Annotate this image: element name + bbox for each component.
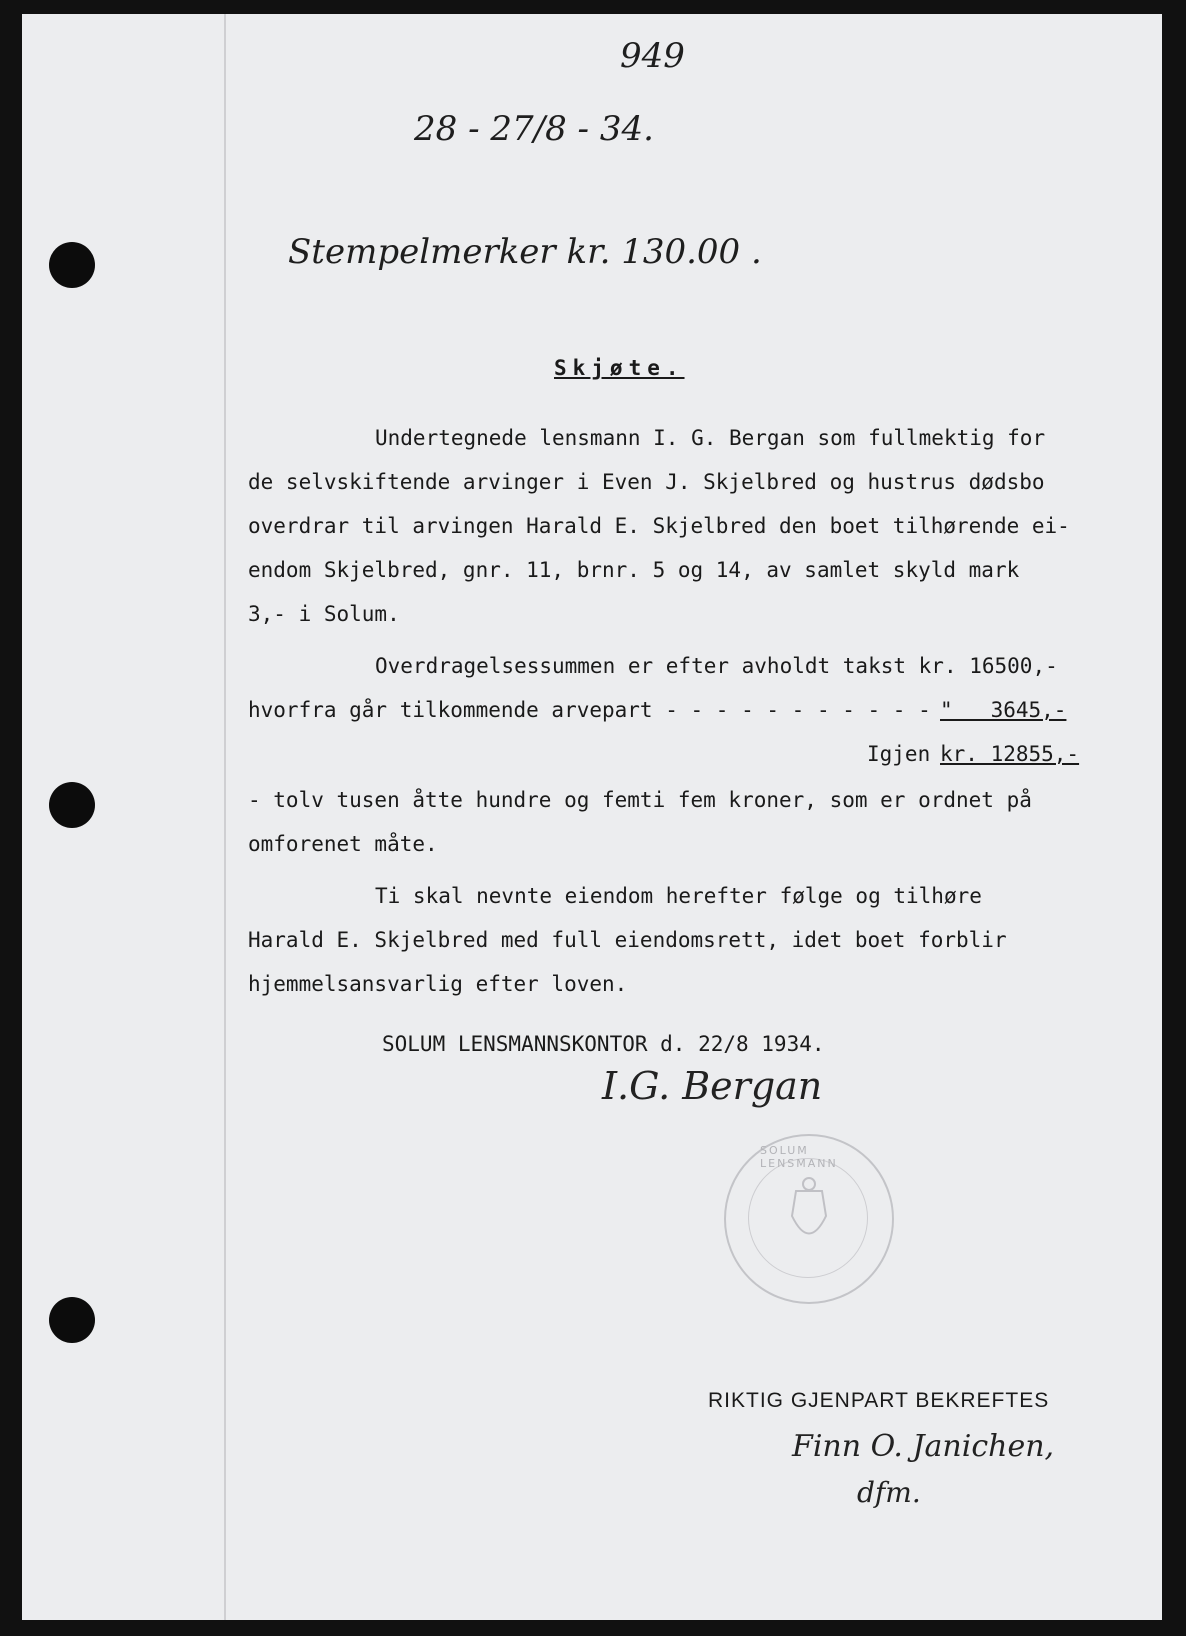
- lensmann-signature: I.G. Bergan: [602, 1064, 823, 1108]
- punch-hole-bottom: [49, 1297, 95, 1343]
- body-line-4: endom Skjelbred, gnr. 11, brnr. 5 og 14, av samlet skyld mark: [248, 558, 1020, 582]
- body-line-10: omforenet måte.: [248, 832, 438, 856]
- stamp-fee-note: Stempelmerker kr. 130.00 .: [288, 232, 762, 272]
- body-line-12: Harald E. Skjelbred med full eiendomsrett, idet boet forblir: [248, 928, 1007, 952]
- remainder-label: Igjen: [867, 742, 931, 766]
- seal-crest-icon: [726, 1136, 892, 1302]
- body-line-7: hvorfra går tilkommende arvepart - - - - - - - - - - -: [248, 698, 931, 722]
- punch-hole-middle: [49, 782, 95, 828]
- document-title: Skjøte.: [554, 356, 685, 380]
- deduction-amount: " 3645,-: [940, 698, 1067, 722]
- certification-text: RIKTIG GJENPART BEKREFTES: [708, 1389, 1050, 1412]
- body-line-5: 3,- i Solum.: [248, 602, 400, 626]
- body-line-1: Undertegnede lensmann I. G. Bergan som fullmektig for: [375, 426, 1046, 450]
- binding-margin-line: [224, 14, 226, 1620]
- certifier-title: dfm.: [857, 1476, 921, 1509]
- body-line-11: Ti skal nevnte eiendom herefter følge og tilhøre: [375, 884, 982, 908]
- body-line-3: overdrar til arvingen Harald E. Skjelbred den boet tilhørende ei-: [248, 514, 1070, 538]
- reference-number: 28 - 27/8 - 34.: [414, 109, 654, 149]
- certifier-signature: Finn O. Janichen,: [792, 1429, 1055, 1464]
- stamp-lettering: SOLUM LENSMANN: [760, 1144, 838, 1170]
- body-line-9: - tolv tusen åtte hundre og femti fem kroner, som er ordnet på: [248, 788, 1032, 812]
- document-page: [22, 14, 1162, 1620]
- punch-hole-top: [49, 242, 95, 288]
- body-line-13: hjemmelsansvarlig efter loven.: [248, 972, 628, 996]
- body-line-2: de selvskiftende arvinger i Even J. Skjelbred og hustrus dødsbo: [248, 470, 1045, 494]
- place-date: SOLUM LENSMANNSKONTOR d. 22/8 1934.: [382, 1032, 825, 1056]
- remainder-amount: kr. 12855,-: [940, 742, 1080, 766]
- official-seal-stamp: [724, 1134, 894, 1304]
- body-line-6: Overdragelsessummen er efter avholdt takst kr. 16500,-: [375, 654, 1058, 678]
- page-number: 949: [620, 36, 685, 76]
